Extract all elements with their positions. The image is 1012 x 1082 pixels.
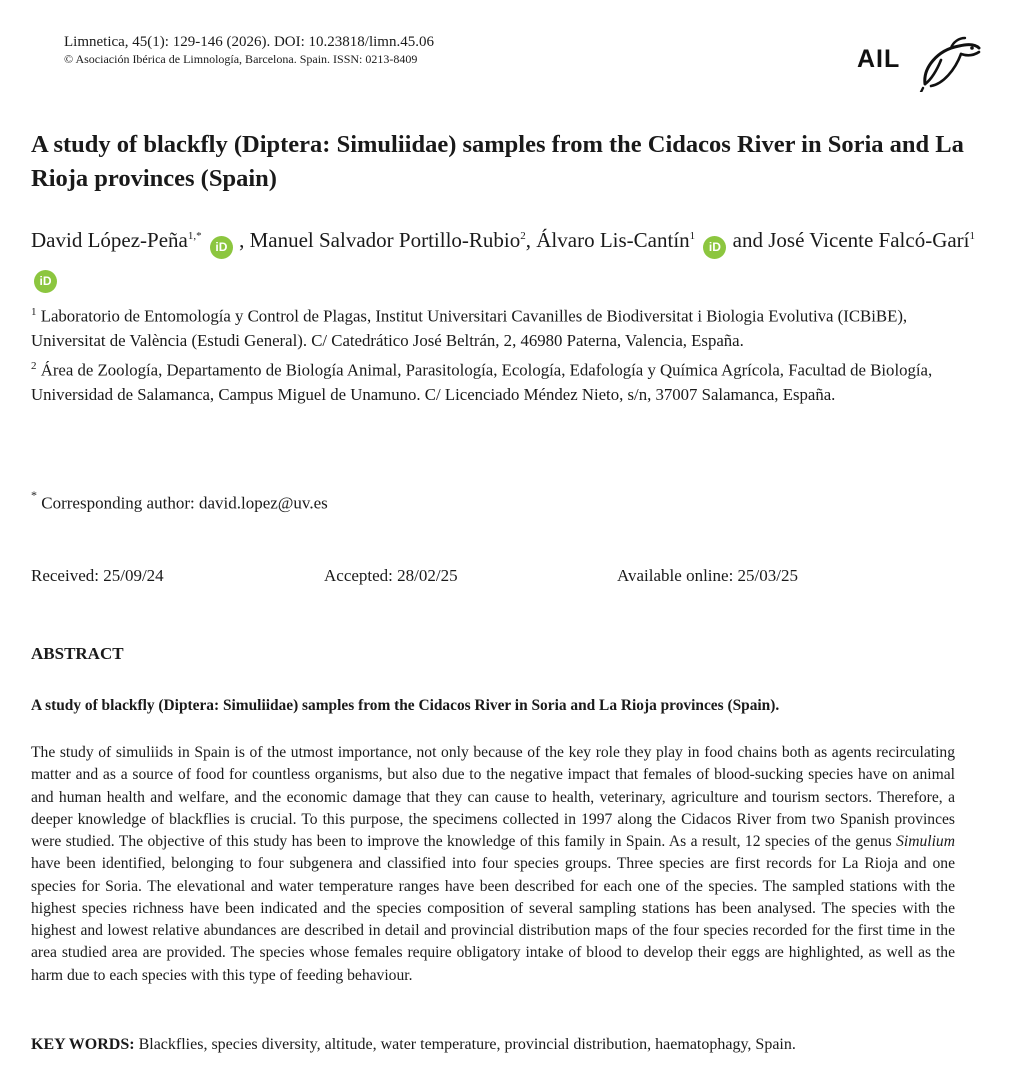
copyright-line: © Asociación Ibérica de Limnología, Barcelona. Spain. ISSN: 0213-8409: [64, 52, 418, 66]
keywords-label: KEY WORDS:: [31, 1036, 135, 1053]
corresponding-author: [31, 486, 328, 516]
author-affiliation-sup: 1,*: [187, 230, 202, 242]
author-name: , Manuel Salvador Portillo-Rubio: [239, 228, 521, 252]
abstract-body: [31, 742, 955, 987]
orcid-icon[interactable]: iD: [210, 236, 233, 259]
abstract-heading: ABSTRACT: [31, 644, 124, 663]
keywords-text: Blackflies, species diversity, altitude, water temperature, provincial distribution, haematophagy, Spain.: [134, 1036, 796, 1053]
author-affiliation-sup: 1: [969, 230, 976, 242]
accepted-date: Accepted: 28/02/25: [324, 566, 458, 585]
affiliation-text: Laboratorio de Entomología y Control de Plagas, Institut Universitari Cavanilles de Biodiversitat i Biologia Evolutiva (ICBiBE), Universitat de València (Estudi General). C/ Catedrático José Beltrán, 2, 46980 Paterna, Valencia, España.: [31, 306, 908, 351]
orcid-icon[interactable]: iD: [34, 270, 57, 293]
author-list: [31, 221, 981, 293]
genus-name: Simulium: [896, 833, 955, 850]
affiliation-number: 2: [31, 359, 37, 372]
logo-text: AIL: [857, 45, 901, 73]
author-affiliation-sup: 2: [520, 230, 526, 242]
keywords: [31, 1034, 981, 1056]
author-affiliation-sup: 1: [689, 230, 696, 242]
affiliation-item: [31, 300, 981, 354]
corresponding-text: Corresponding author: david.lopez@uv.es: [41, 493, 328, 513]
abstract-text-part1: The study of simuliids in Spain is of the utmost importance, not only because of the key role they play in food chains both as agents recirculating matter and as a source of food for countless organisms, but also due to the negative impact that females of blood-sucking species have on animal and human health and welfare, and the economic damage that they can cause to health, veterinary, agriculture and tourism sectors. Therefore, a deeper knowledge of blackflies is crucial. To this purpose, the specimens collected in 1997 along the Cidacos River from two Spanish provinces were studied. The objective of this study has been to improve the knowledge of this family in Spain. As a result, 12 species of the genus: [31, 744, 955, 850]
received-date: Received: 25/09/24: [31, 566, 164, 585]
ail-logo: [857, 34, 983, 92]
affiliations: [31, 300, 981, 408]
orcid-icon[interactable]: iD: [703, 236, 726, 259]
author-name: and José Vicente Falcó-Garí: [732, 228, 970, 252]
affiliation-number: 1: [31, 306, 37, 318]
affiliation-text: Área de Zoología, Departamento de Biología Animal, Parasitología, Ecología, Edafología y Química Agrícola, Facultad de Biología, Universidad de Salamanca, Campus Miguel de Unamuno. C/ Licenciado Méndez Nieto, s/n, 37007 Salamanca, España.: [31, 360, 933, 404]
corresponding-asterisk: *: [31, 488, 37, 502]
affiliation-item: [31, 354, 981, 408]
author-name: David López-Peña: [31, 228, 188, 252]
author-name: , Álvaro Lis-Cantín: [525, 228, 690, 252]
fish-leaf-icon: [917, 34, 981, 92]
article-title: A study of blackfly (Diptera: Simuliidae) samples from the Cidacos River in Soria and La Rioja provinces (Spain): [31, 131, 964, 192]
online-date: Available online: 25/03/25: [617, 566, 798, 585]
abstract-title: A study of blackfly (Diptera: Simuliidae) samples from the Cidacos River in Soria and La Rioja provinces (Spain).: [31, 697, 780, 714]
abstract-text-part2: have been identified, belonging to four subgenera and classified into four species groups. Three species are first records for La Rioja and one species for Soria. The elevational and water temperature ranges have been described for each one of the species. The sampled stations with the highest species richness have been indicated and the species composition of several sampling stations has been analysed. The species with the highest and lowest relative abundances are described in detail and provincial distribution maps of the four species recorded for the first time in the area studied area are provided. The species whose females require obligatory intake of blood to develop their eggs are highlighted, as well as the harm due to each species with this type of feeding behaviour.: [31, 855, 955, 984]
journal-citation: Limnetica, 45(1): 129-146 (2026). DOI: 10.23818/limn.45.06: [64, 34, 434, 50]
